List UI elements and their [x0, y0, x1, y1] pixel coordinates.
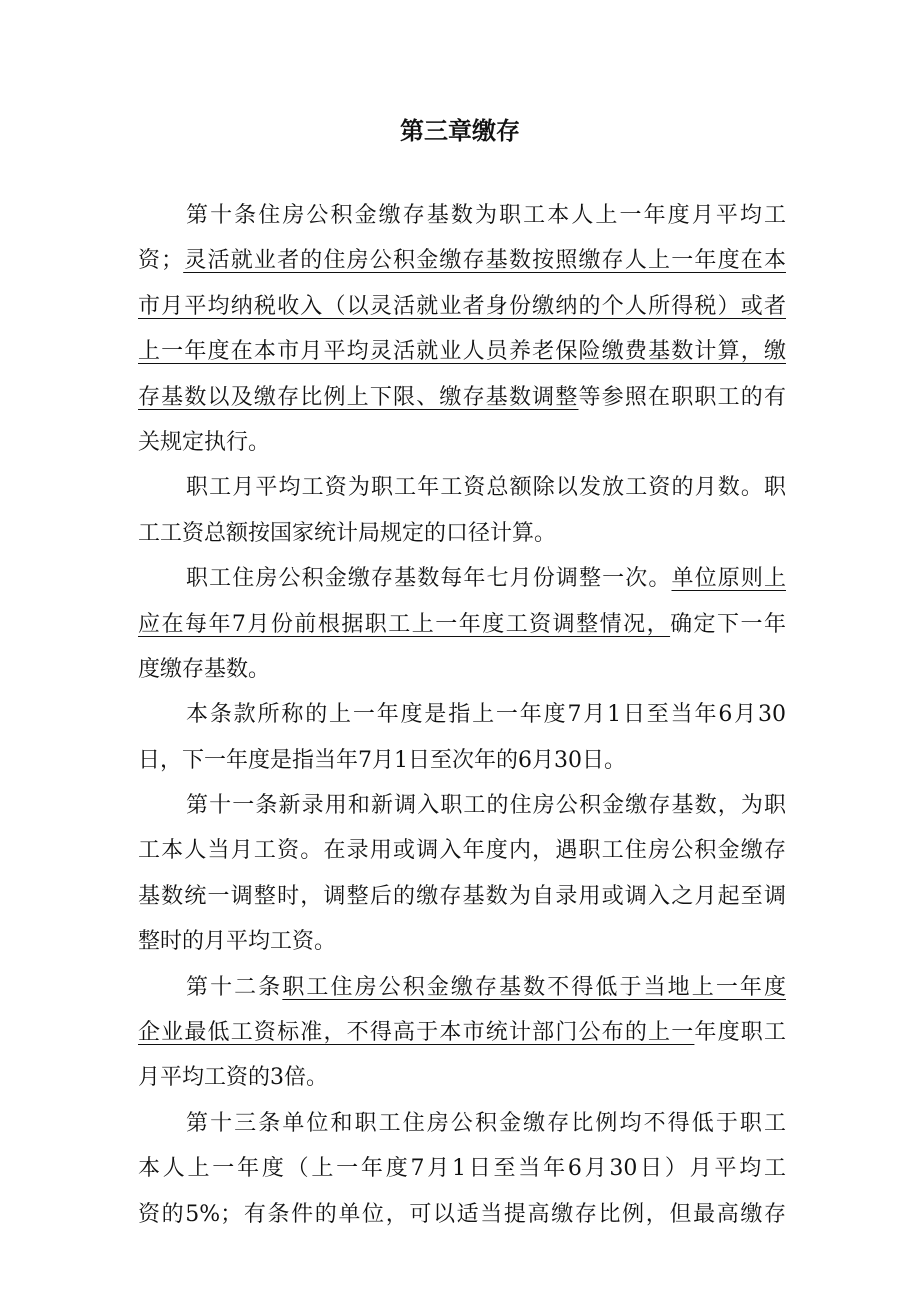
chapter-title: 第三章缴存	[400, 117, 520, 145]
text-line	[138, 738, 786, 783]
text-segment: 工本人当月工资。在录用或调入年度内，遇职工住房公积金缴存	[138, 838, 786, 864]
text-line	[138, 238, 786, 283]
text-segment: 本人上一年度（上一年度7月1日至当年6月30日）月平均工	[138, 1156, 786, 1182]
text-line	[138, 1055, 786, 1100]
text-segment: 职工月平均工资为职工年工资总额除以发放工资的月数。职	[186, 475, 786, 501]
text-line	[138, 420, 786, 465]
text-segment: 等参照在职职工的有	[578, 384, 786, 410]
text-line	[138, 919, 786, 964]
text-line	[138, 783, 786, 828]
text-segment: 关规定执行。	[138, 429, 271, 455]
underlined-text: 职工住房公积金缴存基数不得低于当地上一年度	[282, 974, 786, 1000]
text-segment: 本条款所称的上一年度是指上一年度7月1日至当年6月30	[186, 702, 786, 728]
text-segment: 第十三条单位和职工住房公积金缴存比例均不得低于职工	[186, 1110, 786, 1136]
text-segment: 资；	[138, 248, 184, 274]
text-line	[138, 375, 786, 420]
text-line	[138, 193, 786, 238]
text-segment: 日，下一年度是指当年7月1日至次年的6月30日。	[138, 747, 626, 773]
underlined-text: 应在每年7月份前根据职工上一年度工资调整情况，	[138, 611, 671, 637]
text-line	[138, 602, 786, 647]
text-line	[138, 1192, 786, 1237]
text-segment: 第十一条新录用和新调入职工的住房公积金缴存基数，为职	[186, 793, 786, 819]
text-line	[138, 965, 786, 1010]
text-line	[138, 1146, 786, 1191]
text-segment: 整时的月平均工资。	[138, 929, 337, 955]
text-segment: 度缴存基数。	[138, 656, 271, 682]
text-segment: 第十二条	[186, 974, 283, 1000]
text-line	[138, 556, 786, 601]
text-line	[138, 828, 786, 873]
text-segment: 工工资总额按国家统计局规定的口径计算。	[138, 520, 557, 546]
text-segment: 第十条住房公积金缴存基数为职工本人上一年度月平均工	[186, 203, 786, 228]
text-line	[138, 874, 786, 919]
underlined-text: 企业最低工资标准，不得高于本市统计部门公布的上一	[138, 1020, 695, 1046]
underlined-text: 单位原则上	[671, 566, 786, 592]
underlined-text: 存基数以及缴存比例上下限、缴存基数调整	[138, 384, 579, 410]
text-line	[138, 465, 786, 510]
text-line	[138, 284, 786, 329]
text-segment: 年度职工	[694, 1020, 786, 1046]
text-line	[138, 1010, 786, 1055]
text-line	[138, 329, 786, 374]
text-segment: 确定下一年	[670, 611, 786, 637]
text-line	[138, 692, 786, 737]
text-line	[138, 1101, 786, 1146]
text-segment: 资的5%；有条件的单位，可以适当提高缴存比例，但最高缴存	[138, 1201, 786, 1227]
text-segment: 月平均工资的3倍。	[138, 1065, 328, 1091]
underlined-text: 市月平均纳税收入（以灵活就业者身份缴纳的个人所得税）或者	[138, 293, 786, 319]
text-segment: 基数统一调整时，调整后的缴存基数为自录用或调入之月起至调	[138, 883, 786, 909]
underlined-text: 灵活就业者的住房公积金缴存基数按照缴存人上一年度在本	[183, 248, 786, 274]
text-line	[138, 647, 786, 692]
text-segment: 职工住房公积金缴存基数每年七月份调整一次。	[186, 566, 672, 592]
underlined-text: 上一年度在本市月平均灵活就业人员养老保险缴费基数计算，缴	[138, 339, 786, 365]
text-line	[138, 511, 786, 556]
document-body	[138, 193, 786, 1237]
